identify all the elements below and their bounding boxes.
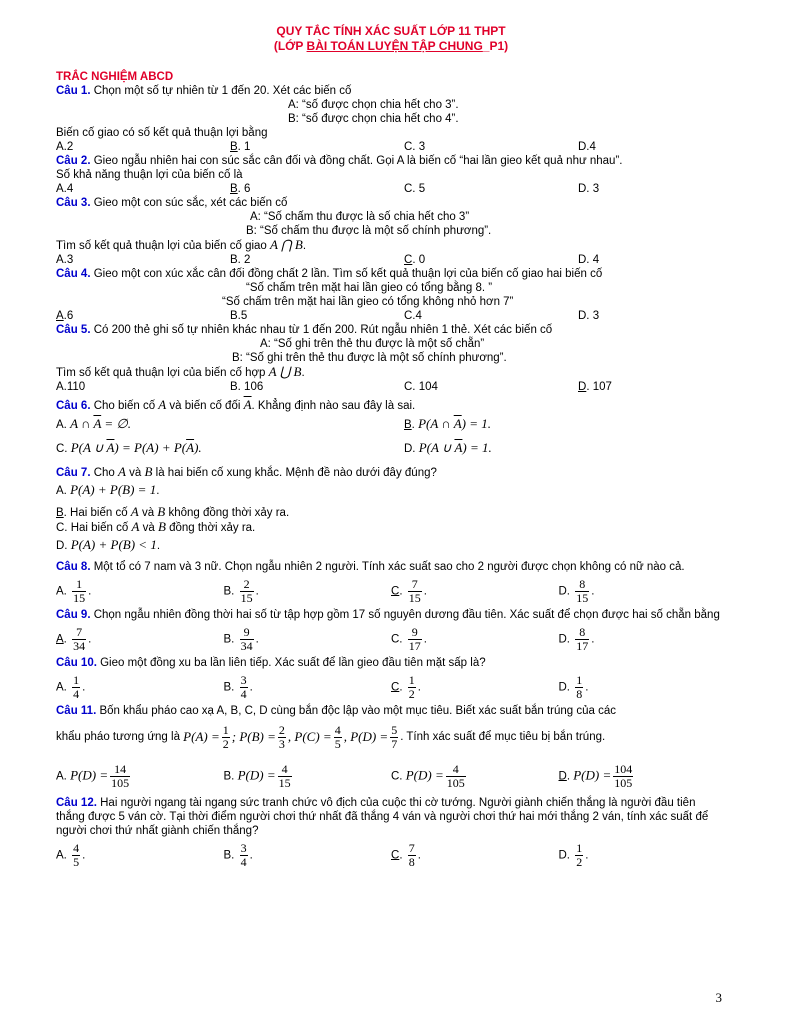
question-4: Câu 4. Gieo một con xúc xắc cân đối đồng chất 2 lần. Tìm số kết quả thuận lợi của biến cố giao hai biến cố: [56, 268, 603, 280]
question-prompt: Biến cố giao có số kết quả thuận lợi bằng: [56, 127, 268, 139]
question-12: Câu 12. Hai người ngang tài ngang sức tranh chức vô địch của cuộc thi cờ tướng. Người giành chiến thắng là người đầu tiên thắng được 5 ván cờ. Tại thời điểm người chơi thứ nhất đã thắng 4 ván và người chơi thứ hai mới thắng 2 ván, tính xác suất để người chơi thứ nhất giành chiến thắng?: [56, 797, 709, 837]
option-c[interactable]: C. $\frac{9}{17}$ .: [391, 624, 427, 653]
page-subtitle: (LỚP BÀI TOÁN LUYỆN TẬP CHUNG_P1): [273, 39, 509, 53]
option-c[interactable]: C. Hai biến cố A và B đồng thời xảy ra.: [56, 519, 256, 534]
answer-options: [56, 435, 726, 461]
question-2: Câu 2. Gieo ngẫu nhiên hai con súc sắc cân đối và đồng chất. Gọi A là biến cố “hai lần gieo kết quả như nhau”.: [56, 155, 623, 167]
answer-options: [56, 140, 726, 154]
option-a[interactable]: A. $\frac{4}{5}$ .: [56, 840, 86, 869]
option-b[interactable]: B. 106: [230, 381, 264, 393]
option-b[interactable]: B. $\frac{3}{4}$ .: [223, 840, 253, 869]
question-10: Câu 10. Gieo một đồng xu ba lần liên tiếp. Xác suất để lần gieo đầu tiên mặt sấp là?: [56, 657, 486, 669]
option-a[interactable]: A. $\frac{1}{15}$ .: [56, 576, 92, 605]
option-b[interactable]: B.5: [230, 310, 248, 322]
page-number: 3: [715, 990, 722, 1005]
answer-options: [56, 253, 726, 267]
answer-options: [56, 413, 726, 435]
question-8: Câu 8. Một tổ có 7 nam và 3 nữ. Chọn ngẫu nhiên 2 người. Tính xác suất sao cho 2 người được chọn không có nữ nào cả.: [56, 561, 685, 573]
option-a[interactable]: A.2: [56, 141, 74, 153]
event-b: B: “Số ghi trên thẻ thu được là một số chính phương”.: [232, 352, 507, 364]
option-d[interactable]: D. 4: [578, 254, 600, 266]
page-title: QUY TẮC TÍNH XÁC SUẤT LỚP 11 THPT: [276, 24, 506, 38]
answer-options: [56, 670, 726, 704]
option-d[interactable]: D.4: [578, 141, 596, 153]
answer-options: [56, 574, 726, 608]
option-c[interactable]: C. 104: [404, 381, 438, 393]
option-a[interactable]: A. P(D) = $\frac{14}{105}$: [56, 761, 130, 790]
question-6: Câu 6. Cho biến cố A và biến cố đối $\overline{A}$. Khẳng định nào sau đây là sai.: [56, 397, 416, 412]
answer-options: [56, 756, 726, 796]
option-c[interactable]: C. 3: [404, 141, 426, 153]
event-a: “Số chấm trên mặt hai lần gieo có tổng bằng 8. ”: [246, 282, 493, 294]
option-d[interactable]: D. $\frac{8}{15}$ .: [558, 576, 595, 605]
option-c[interactable]: C. $\frac{7}{15}$ .: [391, 576, 427, 605]
option-a[interactable]: A.110: [56, 381, 86, 393]
question-prompt: Tìm số kết quả thuận lợi của biến cố hợp A ⋃ B.: [56, 364, 305, 379]
option-d[interactable]: D. P(A) + P(B) < 1.: [56, 537, 161, 552]
answer-options: [56, 182, 726, 196]
answer-options: [56, 838, 726, 872]
option-d[interactable]: D. $\frac{1}{2}$ .: [558, 840, 589, 869]
option-c[interactable]: C. 0: [404, 254, 426, 266]
option-b[interactable]: B. 1: [230, 141, 251, 153]
option-c[interactable]: C. $\frac{1}{2}$ .: [391, 672, 421, 701]
option-b[interactable]: B. $\frac{9}{34}$ .: [223, 624, 259, 653]
event-a: A: “số được chọn chia hết cho 3”.: [288, 99, 459, 111]
option-c[interactable]: C. $\frac{7}{8}$ .: [391, 840, 421, 869]
section-heading: TRẮC NGHIỆM ABCD: [56, 71, 174, 83]
option-a[interactable]: A.4: [56, 183, 74, 195]
question-5: Câu 5. Có 200 thẻ ghi số tự nhiên khác nhau từ 1 đến 200. Rút ngẫu nhiên 1 thẻ. Xét các biến cố: [56, 324, 553, 336]
option-b[interactable]: B. P(D) = $\frac{4}{15}$: [223, 761, 291, 790]
option-b[interactable]: B. $\frac{2}{15}$ .: [223, 576, 259, 605]
event-b: B: “số được chọn chia hết cho 4”.: [288, 113, 459, 125]
option-d[interactable]: D. 3: [578, 183, 600, 195]
question-11-probabilities: khẩu pháo tương ứng là P(A) = $\frac{1}{2}$ ; P(B) = $\frac{2}{3}$ , P(C) = $\frac{4}{5}$ , P(D) = $\frac{5}{7}$ . Tính xác suất để mục tiêu bị bắn trúng.: [56, 722, 606, 751]
document-page: [56, 24, 726, 872]
option-d[interactable]: D. 107: [578, 381, 612, 393]
option-d[interactable]: D. $\frac{8}{17}$ .: [558, 624, 595, 653]
option-d[interactable]: D. P(D) = $\frac{104}{105}$: [558, 761, 633, 790]
option-a[interactable]: A. $\frac{7}{34}$ .: [56, 624, 92, 653]
option-d[interactable]: D. $\frac{1}{8}$ .: [558, 672, 589, 701]
question-prompt: Tìm số kết quả thuận lợi của biến cố giao A ⋂ B.: [56, 237, 307, 252]
answer-options: [56, 309, 726, 323]
option-c[interactable]: C.4: [404, 310, 422, 322]
option-c[interactable]: C. P(A ∪ $\overline{A}) = P(A) + P(\overline{A})$.: [56, 439, 202, 455]
answer-options: [56, 380, 726, 394]
option-a[interactable]: A.6: [56, 310, 74, 322]
option-d[interactable]: D. P(A ∪ $\overline{A}) = 1$.: [404, 439, 492, 455]
question-3: Câu 3. Gieo một con súc sắc, xét các biến cố: [56, 197, 288, 209]
option-b[interactable]: B. $\frac{3}{4}$ .: [223, 672, 253, 701]
option-b[interactable]: B. P(A ∩ $\overline{A}) = 1$.: [404, 415, 492, 431]
event-b: “Số chấm trên mặt hai lần gieo có tổng không nhỏ hơn 7”: [222, 296, 514, 308]
option-a[interactable]: A. $\frac{1}{4}$ .: [56, 672, 86, 701]
option-a[interactable]: A.3: [56, 254, 74, 266]
option-c[interactable]: C. 5: [404, 183, 426, 195]
question-11: Câu 11. Bốn khẩu pháo cao xạ A, B, C, D cùng bắn độc lập vào một mục tiêu. Biết xác suất bắn trúng của các: [56, 705, 617, 717]
option-b[interactable]: B. 6: [230, 183, 251, 195]
event-a: A: “Số ghi trên thẻ thu được là một số chẵn”: [260, 338, 485, 350]
answer-options: [56, 622, 726, 656]
question-7: Câu 7. Cho A và B là hai biến cố xung khắc. Mệnh đề nào dưới đây đúng?: [56, 464, 437, 479]
option-a[interactable]: A. P(A) + P(B) = 1.: [56, 482, 160, 497]
event-b: B: “Số chấm thu được là một số chính phương”.: [246, 225, 492, 237]
option-c[interactable]: C. P(D) = $\frac{4}{105}$: [391, 761, 465, 790]
option-a[interactable]: A. A ∩ $\overline{A}$ = ∅.: [56, 415, 132, 431]
question-9: Câu 9. Chọn ngẫu nhiên đồng thời hai số từ tập hợp gồm 17 số nguyên dương đầu tiên. Xác suất để chọn được hai số chẵn bằng: [56, 609, 720, 621]
option-d[interactable]: D. 3: [578, 310, 600, 322]
option-b[interactable]: B. Hai biến cố A và B không đồng thời xảy ra.: [56, 504, 290, 519]
event-a: A: “Số chấm thu được là số chia hết cho 3”: [250, 211, 470, 223]
question-prompt: Số khả năng thuận lợi của biến cố là: [56, 169, 243, 181]
question-1: Câu 1. Chọn một số tự nhiên từ 1 đến 20. Xét các biến cố: [56, 85, 352, 97]
option-b[interactable]: B. 2: [230, 254, 251, 266]
